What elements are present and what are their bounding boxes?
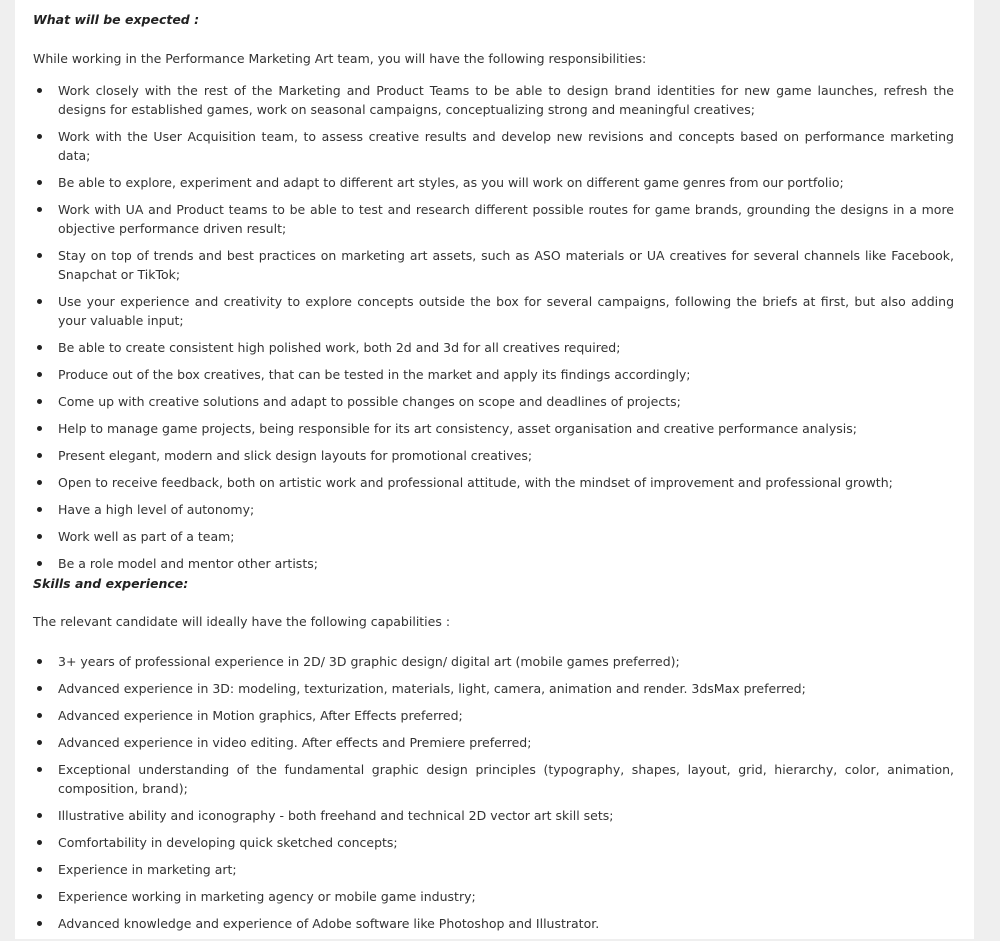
list-item: Work well as part of a team; xyxy=(33,527,954,546)
list-item: Use your experience and creativity to explore concepts outside the box for several campaigns, following the briefs at first, but also adding your valuable input; xyxy=(33,292,954,330)
section-intro-skills: The relevant candidate will ideally have the following capabilities : xyxy=(33,614,451,629)
list-item: Advanced experience in 3D: modeling, texturization, materials, light, camera, animation and render. 3dsMax preferred; xyxy=(33,679,954,698)
list-item: Advanced experience in Motion graphics, After Effects preferred; xyxy=(33,706,954,725)
responsibilities-list xyxy=(33,81,954,581)
list-item: Come up with creative solutions and adapt to possible changes on scope and deadlines of projects; xyxy=(33,392,954,411)
list-item: Comfortability in developing quick sketched concepts; xyxy=(33,833,954,852)
list-item: Advanced knowledge and experience of Adobe software like Photoshop and Illustrator. xyxy=(33,914,954,933)
list-item: 3+ years of professional experience in 2D/ 3D graphic design/ digital art (mobile games preferred); xyxy=(33,652,954,671)
section-heading-skills: Skills and experience: xyxy=(33,576,189,591)
list-item: Present elegant, modern and slick design layouts for promotional creatives; xyxy=(33,446,954,465)
list-item: Advanced experience in video editing. After effects and Premiere preferred; xyxy=(33,733,954,752)
list-item: Exceptional understanding of the fundamental graphic design principles (typography, shapes, layout, grid, hierarchy, color, animation, composition, brand); xyxy=(33,760,954,798)
list-item: Work closely with the rest of the Marketing and Product Teams to be able to design brand identities for new game launches, refresh the designs for established games, work on seasonal campaigns, conceptualizing strong and meaningful creatives; xyxy=(33,81,954,119)
list-item: Experience in marketing art; xyxy=(33,860,954,879)
list-item: Work with the User Acquisition team, to assess creative results and develop new revisions and concepts based on performance marketing data; xyxy=(33,127,954,165)
skills-list xyxy=(33,652,954,941)
list-item: Illustrative ability and iconography - both freehand and technical 2D vector art skill sets; xyxy=(33,806,954,825)
job-description-panel xyxy=(15,0,974,939)
list-item: Open to receive feedback, both on artistic work and professional attitude, with the mindset of improvement and professional growth; xyxy=(33,473,954,492)
list-item: Be able to explore, experiment and adapt to different art styles, as you will work on different game genres from our portfolio; xyxy=(33,173,954,192)
list-item: Have a high level of autonomy; xyxy=(33,500,954,519)
section-intro-expected: While working in the Performance Marketing Art team, you will have the following responsibilities: xyxy=(33,51,647,66)
list-item: Be a role model and mentor other artists; xyxy=(33,554,954,573)
list-item: Work with UA and Product teams to be able to test and research different possible routes for game brands, grounding the designs in a more objective performance driven result; xyxy=(33,200,954,238)
list-item: Help to manage game projects, being responsible for its art consistency, asset organisation and creative performance analysis; xyxy=(33,419,954,438)
list-item: Experience working in marketing agency or mobile game industry; xyxy=(33,887,954,906)
list-item: Produce out of the box creatives, that can be tested in the market and apply its findings accordingly; xyxy=(33,365,954,384)
list-item: Be able to create consistent high polished work, both 2d and 3d for all creatives required; xyxy=(33,338,954,357)
list-item: Stay on top of trends and best practices on marketing art assets, such as ASO materials or UA creatives for several channels like Facebook, Snapchat or TikTok; xyxy=(33,246,954,284)
section-heading-expected: What will be expected : xyxy=(33,12,200,27)
